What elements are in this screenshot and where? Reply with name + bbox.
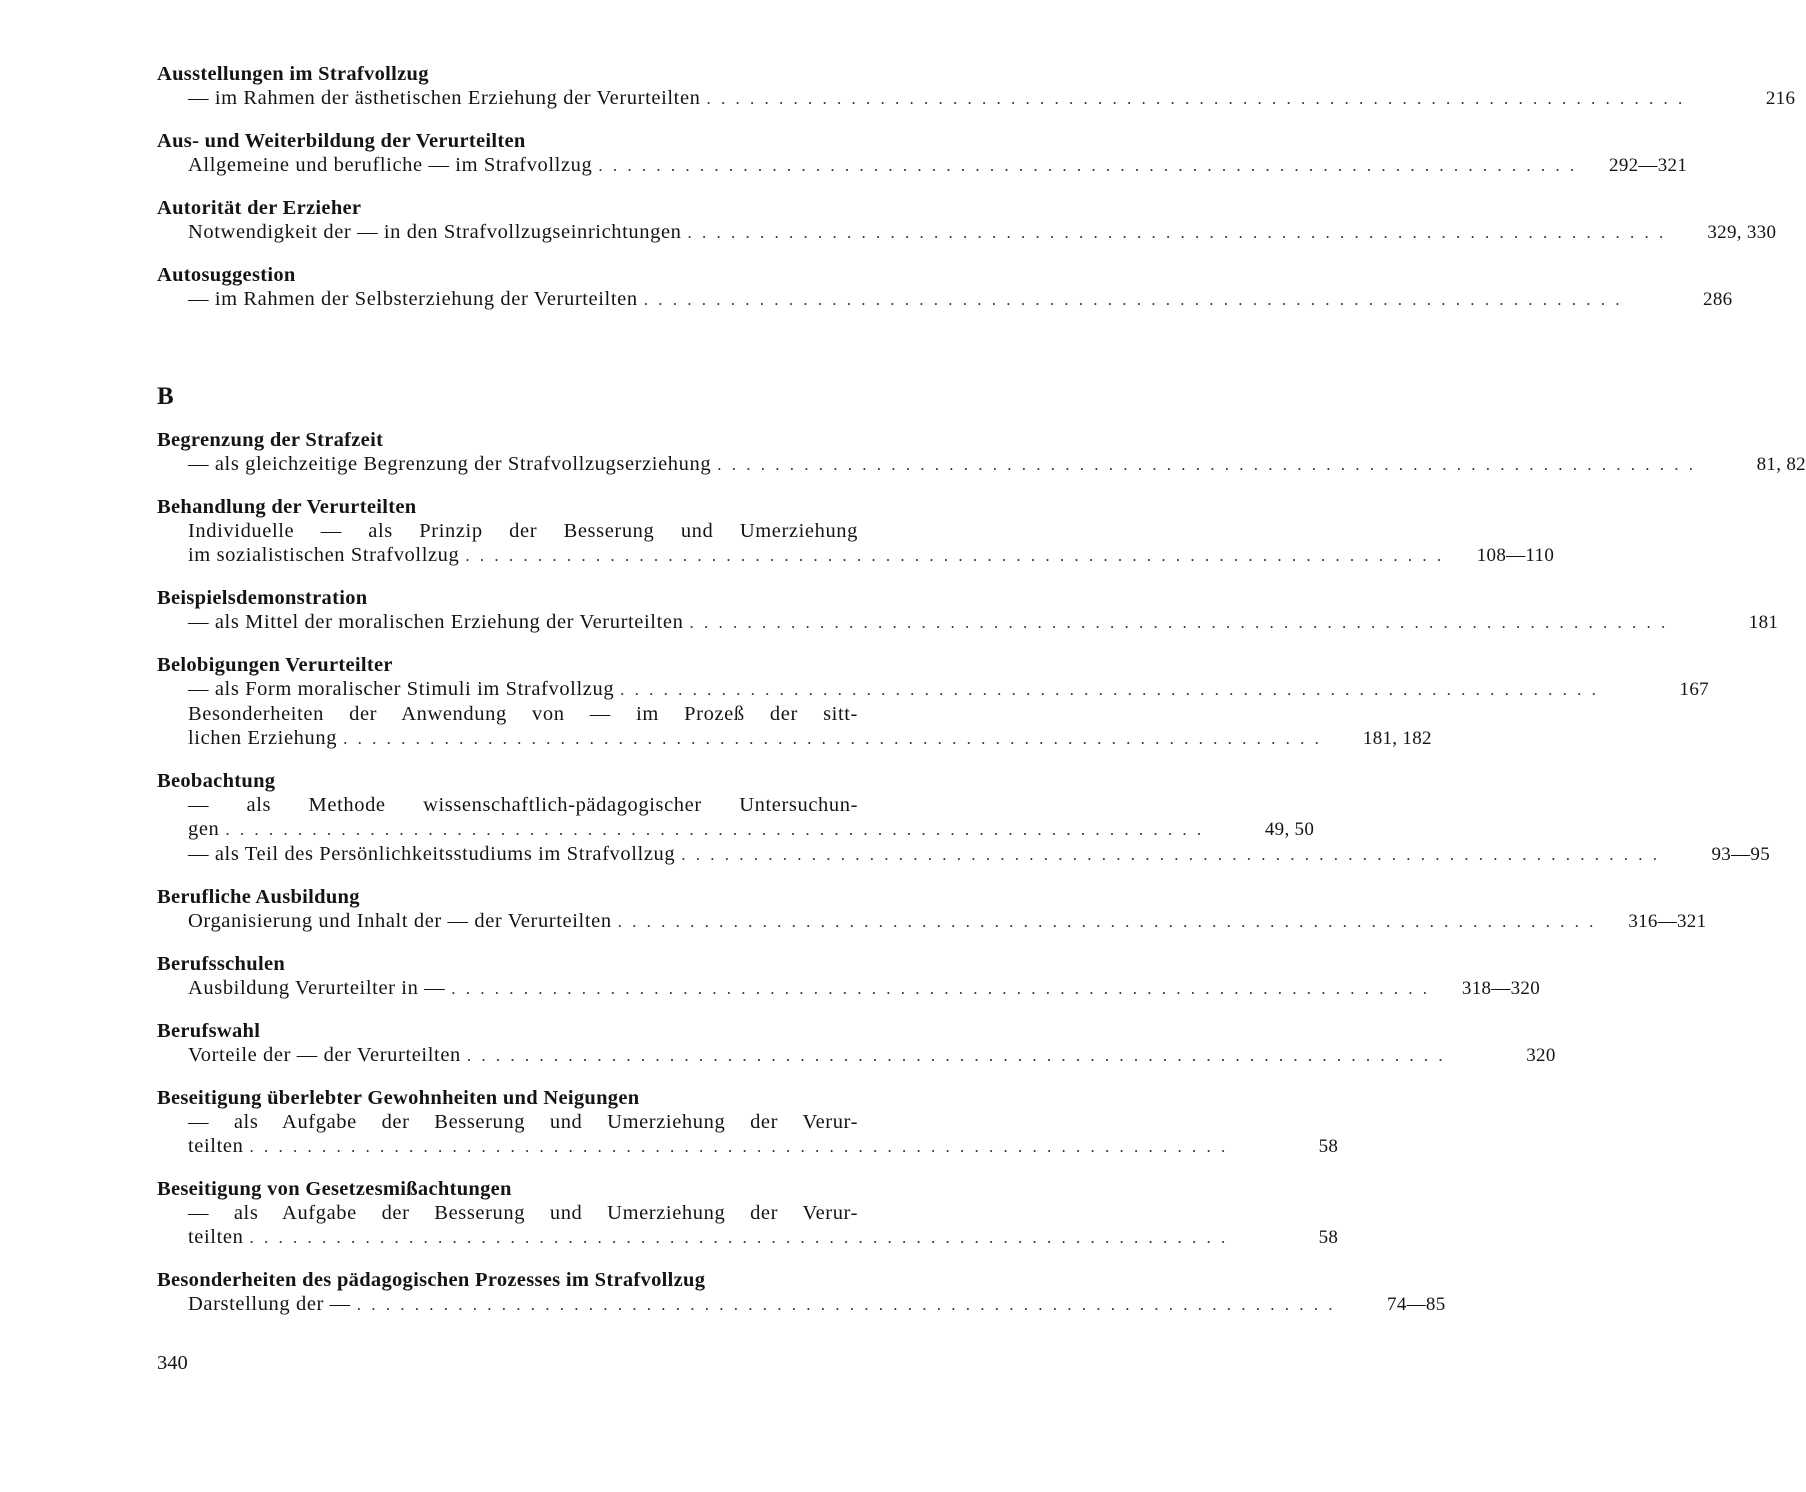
entry-heading: Beobachtung (157, 770, 276, 792)
entry-heading: Besonderheiten des pädagogischen Prozesses im Strafvollzug (157, 1269, 706, 1291)
entry-heading: Beseitigung von Gesetzesmißachtungen (157, 1178, 512, 1200)
subentry (188, 1292, 1446, 1317)
page-reference: 74—85 (1387, 1294, 1446, 1315)
dot-leader: . . . . . . . . . . . . . . . . . . . . . . . . . . . . . . . . . . . . . . . . . . . . . . . . . . . . . . . . . . . . . . . . . . . . (465, 546, 1445, 565)
entry-heading: Berufsschulen (157, 953, 286, 975)
dot-leader: . . . . . . . . . . . . . . . . . . . . . . . . . . . . . . . . . . . . . . . . . . . . . . . . . . . . . . . . . . . . . . . . . . . . (249, 1228, 1229, 1247)
entry-heading: Begrenzung der Strafzeit (157, 429, 384, 451)
subentry-text: — im Rahmen der ästhetischen Erziehung der Verurteilten (188, 87, 701, 109)
page-reference: 58 (1318, 1227, 1339, 1248)
subentry (188, 909, 1707, 934)
section-letter: B (157, 383, 174, 410)
page-reference: 216 (1765, 88, 1796, 109)
subentry (188, 452, 1806, 477)
page-reference: 49, 50 (1264, 819, 1315, 840)
page-reference: 181 (1748, 612, 1779, 633)
subentry-text: Notwendigkeit der — in den Strafvollzugseinrichtungen (188, 221, 682, 243)
page-reference: 167 (1679, 679, 1709, 700)
subentry (188, 677, 1709, 702)
subentry (188, 817, 1315, 842)
subentry-text: Organisierung und Inhalt der — der Verurteilten (188, 910, 612, 932)
entry-heading: Beispielsdemonstration (157, 587, 368, 609)
dot-leader: . . . . . . . . . . . . . . . . . . . . . . . . . . . . . . . . . . . . . . . . . . . . . . . . . . . . . . . . . . . . . . . . . . . . (598, 156, 1578, 175)
page-reference: 108—110 (1476, 545, 1555, 566)
entry-heading: Ausstellungen im Strafvollzug (157, 63, 429, 85)
subentry (188, 1043, 1556, 1068)
subentry-text: lichen Erziehung (188, 727, 338, 749)
index-entry (157, 62, 1796, 111)
dot-leader: . . . . . . . . . . . . . . . . . . . . . . . . . . . . . . . . . . . . . . . . . . . . . . . . . . . . . . . . . . . . . . . . . . . . (343, 729, 1322, 748)
subentry-text: — als Mittel der moralischen Erziehung der Verurteilten (188, 611, 684, 633)
index-section-a (157, 62, 1796, 330)
dot-leader: . . . . . . . . . . . . . . . . . . . . . . . . . . . . . . . . . . . . . . . . . . . . . . . . . . . . . . . . . . . . . . . . . . . . (717, 455, 1696, 474)
subentry-text: gen (188, 818, 220, 840)
page-reference: 329, 330 (1707, 222, 1777, 243)
dot-leader: . . . . . . . . . . . . . . . . . . . . . . . . . . . . . . . . . . . . . . . . . . . . . . . . . . . . . . . . . . . . . . . . . . . . (687, 223, 1667, 242)
subentry-text: Ausbildung Verurteilter in — (188, 977, 446, 999)
index-entry (157, 769, 1770, 867)
index-entry (157, 263, 1733, 312)
dot-leader: . . . . . . . . . . . . . . . . . . . . . . . . . . . . . . . . . . . . . . . . . . . . . . . . . . . . . . . . . . . . . . . . . . . . (249, 1137, 1229, 1156)
page-reference: 93—95 (1711, 844, 1770, 865)
subentry-text: — im Rahmen der Selbsterziehung der Verurteilten (188, 288, 638, 310)
dot-leader: . . . . . . . . . . . . . . . . . . . . . . . . . . . . . . . . . . . . . . . . . . . . . . . . . . . . . . . . . . . . . . . . . . . . (620, 680, 1599, 699)
page-reference: 181, 182 (1362, 728, 1432, 749)
subentry-text-line: Besonderheiten der Anwendung von — im Prozeß der sitt- (188, 703, 858, 725)
subentry-text: — als Teil des Persönlichkeitsstudiums im Strafvollzug (188, 843, 676, 865)
subentry-text: Darstellung der — (188, 1293, 351, 1315)
dot-leader: . . . . . . . . . . . . . . . . . . . . . . . . . . . . . . . . . . . . . . . . . . . . . . . . . . . . . . . . . . . . . . . . . . . . (643, 290, 1623, 309)
index-entry (157, 1086, 1339, 1159)
subentry-text: teilten (188, 1226, 244, 1248)
index-section-b (157, 428, 1806, 1335)
entry-heading: Aus- und Weiterbildung der Verurteilten (157, 130, 526, 152)
page-reference: 316—321 (1628, 911, 1707, 932)
subentry (188, 610, 1779, 635)
dot-leader: . . . . . . . . . . . . . . . . . . . . . . . . . . . . . . . . . . . . . . . . . . . . . . . . . . . . . . . . . . . . . . . . . . . . (617, 912, 1597, 931)
index-entry (157, 885, 1707, 934)
index-entry (157, 1177, 1339, 1250)
page-reference: 320 (1526, 1045, 1556, 1066)
index-entry (157, 1268, 1446, 1317)
subentry-text-line: — als Methode wissenschaftlich-pädagogischer Untersuchun- (188, 794, 858, 816)
entry-heading: Autorität der Erzieher (157, 197, 362, 219)
index-entry (157, 653, 1709, 751)
subentry-text: Vorteile der — der Verurteilten (188, 1044, 461, 1066)
page-reference: 286 (1703, 289, 1733, 310)
subentry (188, 1225, 1339, 1250)
dot-leader: . . . . . . . . . . . . . . . . . . . . . . . . . . . . . . . . . . . . . . . . . . . . . . . . . . . . . . . . . . . . . . . . . . . . (356, 1295, 1336, 1314)
dot-leader: . . . . . . . . . . . . . . . . . . . . . . . . . . . . . . . . . . . . . . . . . . . . . . . . . . . . . . . . . . . . . . . . . . . . (689, 613, 1669, 632)
subentry-text: — als gleichzeitige Begrenzung der Strafvollzugserziehung (188, 453, 712, 475)
page-number: 340 (157, 1352, 188, 1374)
subentry (188, 287, 1733, 312)
index-entry (157, 952, 1541, 1001)
index-entry (157, 129, 1688, 178)
entry-heading: Autosuggestion (157, 264, 296, 286)
dot-leader: . . . . . . . . . . . . . . . . . . . . . . . . . . . . . . . . . . . . . . . . . . . . . . . . . . . . . . . . . . . . . . . . . . . . (466, 1046, 1446, 1065)
page-reference: 58 (1318, 1136, 1339, 1157)
index-entry (157, 1019, 1556, 1068)
subentry-text: im sozialistischen Strafvollzug (188, 544, 460, 566)
entry-heading: Behandlung der Verurteilten (157, 496, 417, 518)
page-reference: 318—320 (1461, 978, 1541, 999)
subentry (188, 153, 1688, 178)
page-reference: 292—321 (1609, 155, 1688, 176)
subentry-text-line: Individuelle — als Prinzip der Besserung und Umerziehung (188, 520, 858, 542)
subentry-text-line: — als Aufgabe der Besserung und Umerziehung der Verur- (188, 1202, 858, 1224)
section-b-heading-wrap (157, 382, 959, 412)
subentry (188, 86, 1796, 111)
subentry (188, 976, 1541, 1001)
subentry (188, 842, 1770, 867)
dot-leader: . . . . . . . . . . . . . . . . . . . . . . . . . . . . . . . . . . . . . . . . . . . . . . . . . . . . . . . . . . . . . . . . . . . . (451, 979, 1431, 998)
index-entry (157, 196, 1777, 245)
dot-leader: . . . . . . . . . . . . . . . . . . . . . . . . . . . . . . . . . . . . . . . . . . . . . . . . . . . . . . . . . . . . . . . . . . . . (681, 845, 1660, 864)
index-entry (157, 495, 1555, 568)
index-entry (157, 586, 1779, 635)
subentry (188, 220, 1777, 245)
subentry (188, 543, 1555, 568)
subentry (188, 1134, 1339, 1159)
entry-heading: Beseitigung überlebter Gewohnheiten und Neigungen (157, 1087, 640, 1109)
subentry-text: Allgemeine und berufliche — im Strafvollzug (188, 154, 593, 176)
page-reference: 81, 82 (1756, 454, 1806, 475)
subentry-text: teilten (188, 1135, 244, 1157)
subentry-text-line: — als Aufgabe der Besserung und Umerziehung der Verur- (188, 1111, 858, 1133)
index-entry (157, 428, 1806, 477)
entry-heading: Belobigungen Verurteilter (157, 654, 393, 676)
entry-heading: Berufliche Ausbildung (157, 886, 360, 908)
dot-leader: . . . . . . . . . . . . . . . . . . . . . . . . . . . . . . . . . . . . . . . . . . . . . . . . . . . . . . . . . . . . . . . . . . . . (706, 89, 1686, 108)
subentry-text: — als Form moralischer Stimuli im Strafvollzug (188, 678, 615, 700)
entry-heading: Berufswahl (157, 1020, 261, 1042)
dot-leader: . . . . . . . . . . . . . . . . . . . . . . . . . . . . . . . . . . . . . . . . . . . . . . . . . . . . . . . . . . . . . . . . . . . . (225, 820, 1205, 839)
subentry (188, 726, 1432, 751)
